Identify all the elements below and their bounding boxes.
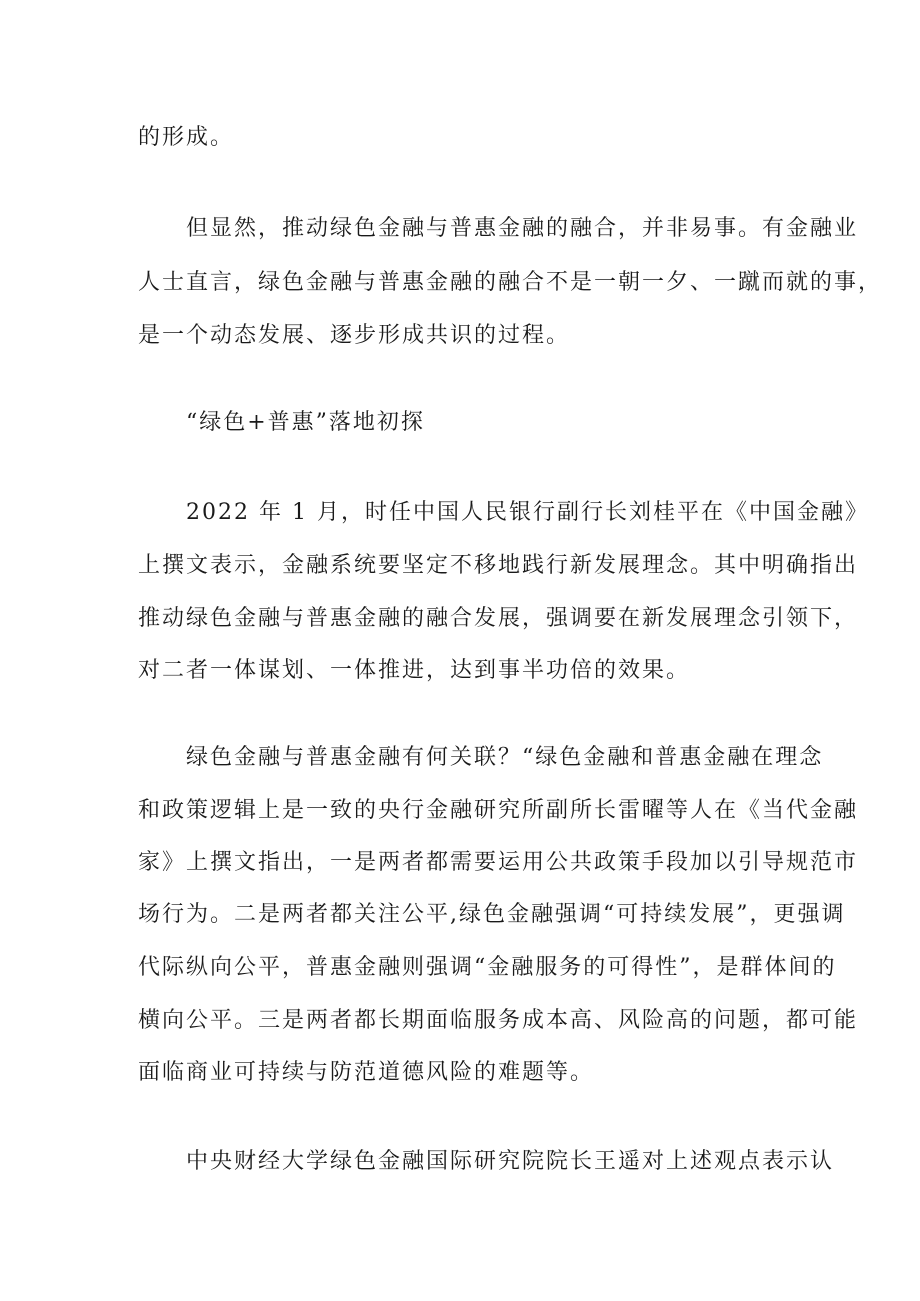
paragraph-line: 的形成。 [138,125,235,150]
section-heading: “绿色+普惠”落地初探 [186,410,425,435]
paragraph-line: 人士直言，绿色金融与普惠金融的融合不是一朝一夕、一蹴而就的事， [138,270,883,295]
paragraph-line: 对二者一体谋划、一体推进，达到事半功倍的效果。 [138,658,691,683]
paragraph-line: 绿色金融与普惠金融有何关联？“绿色金融和普惠金融在理念 [186,745,824,770]
paragraph-line: 是一个动态发展、逐步形成共识的过程。 [138,323,571,348]
paragraph-line: 2022 年 1 月，时任中国人民银行副行长刘桂平在《中国金融》 [186,500,869,525]
paragraph-line: 场行为。二是两者都关注公平,绿色金融强调“可持续发展”，更强调 [138,902,846,927]
paragraph-line: 和政策逻辑上是一致的央行金融研究所副所长雷曜等人在《当代金融 [138,798,859,823]
paragraph-line: 横向公平。三是两者都长期面临服务成本高、风险高的问题，都可能 [138,1008,859,1033]
paragraph-line: 家》上撰文指出，一是两者都需要运用公共政策手段加以引导规范市 [138,850,859,875]
paragraph-line: 推动绿色金融与普惠金融的融合发展，强调要在新发展理念引领下， [138,606,859,631]
paragraph-line: 代际纵向公平，普惠金融则强调“金融服务的可得性”，是群体间的 [138,955,837,980]
paragraph-line: 面临商业可持续与防范道德风险的难题等。 [138,1060,595,1085]
paragraph-line: 上撰文表示，金融系统要坚定不移地践行新发展理念。其中明确指出 [138,553,859,578]
paragraph-line: 中央财经大学绿色金融国际研究院院长王遥对上述观点表示认 [186,1149,835,1174]
paragraph-line: 但显然，推动绿色金融与普惠金融的融合，并非易事。有金融业 [186,216,859,241]
